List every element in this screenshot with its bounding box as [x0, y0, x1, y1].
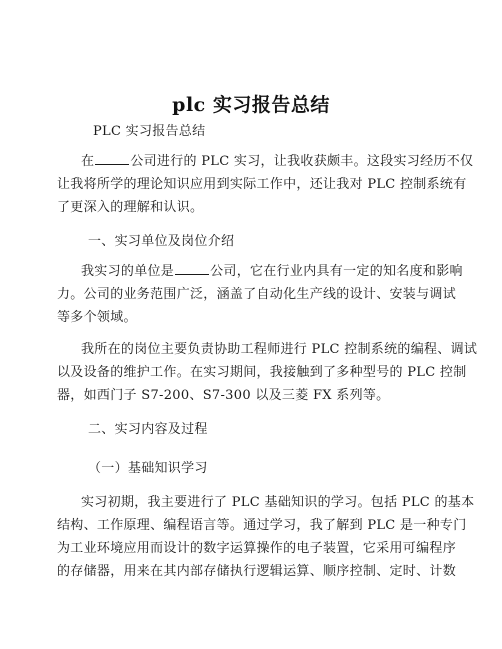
text-fragment: 在 [81, 154, 95, 169]
paragraph-4-line-1: 实习初期，我主要进行了 PLC 基础知识的学习。包括 PLC 的基本 [81, 495, 475, 510]
paragraph-2-line-2: 力。公司的业务范围广泛，涵盖了自动化生产线的设计、安装与调试 [57, 287, 457, 302]
paragraph-1-line-1 [81, 152, 473, 171]
paragraph-1-line-2: 让我将所学的理论知识应用到实际工作中，还让我对 PLC 控制系统有 [57, 177, 467, 192]
paragraph-4-line-3: 为工业环境应用而设计的数字运算操作的电子装置，它采用可编程序 [57, 541, 457, 556]
paragraph-2-line-1 [81, 262, 463, 281]
blank-underline [95, 152, 129, 165]
paragraph-4-line-2: 结构、工作原理、编程语言等。通过学习，我了解到 PLC 是一种专门 [57, 518, 467, 533]
paragraph-3-line-1: 我所在的岗位主要负责协助工程师进行 PLC 控制系统的编程、调试 [81, 342, 478, 357]
paragraph-3-line-2: 以及设备的维护工作。在实习期间，我接触到了多种型号的 PLC 控制 [57, 365, 467, 380]
text-fragment: 公司进行的 PLC 实习，让我收获颇丰。这段实习经历不仅 [130, 154, 474, 169]
section-heading-2: 二、实习内容及过程 [88, 422, 208, 437]
paragraph-2-line-3: 等多个领域。 [57, 310, 137, 325]
section-heading-1: 一、实习单位及岗位介绍 [88, 234, 235, 249]
text-fragment: 公司，它在行业内具有一定的知名度和影响 [210, 264, 463, 279]
document-title: plc 实习报告总结 [172, 94, 330, 116]
document-subtitle: PLC 实习报告总结 [93, 124, 206, 139]
subsection-heading-1: （一）基础知识学习 [88, 461, 208, 476]
text-fragment: 我实习的单位是 [81, 264, 175, 279]
paragraph-4-line-4: 的存储器，用来在其内部存储执行逻辑运算、顺序控制、定时、计数 [57, 564, 457, 579]
paragraph-1-line-3: 了更深入的理解和认识。 [57, 200, 204, 215]
paragraph-3-line-3: 器，如西门子 S7-200、S7-300 以及三菱 FX 系列等。 [57, 388, 390, 403]
blank-underline [175, 262, 209, 275]
